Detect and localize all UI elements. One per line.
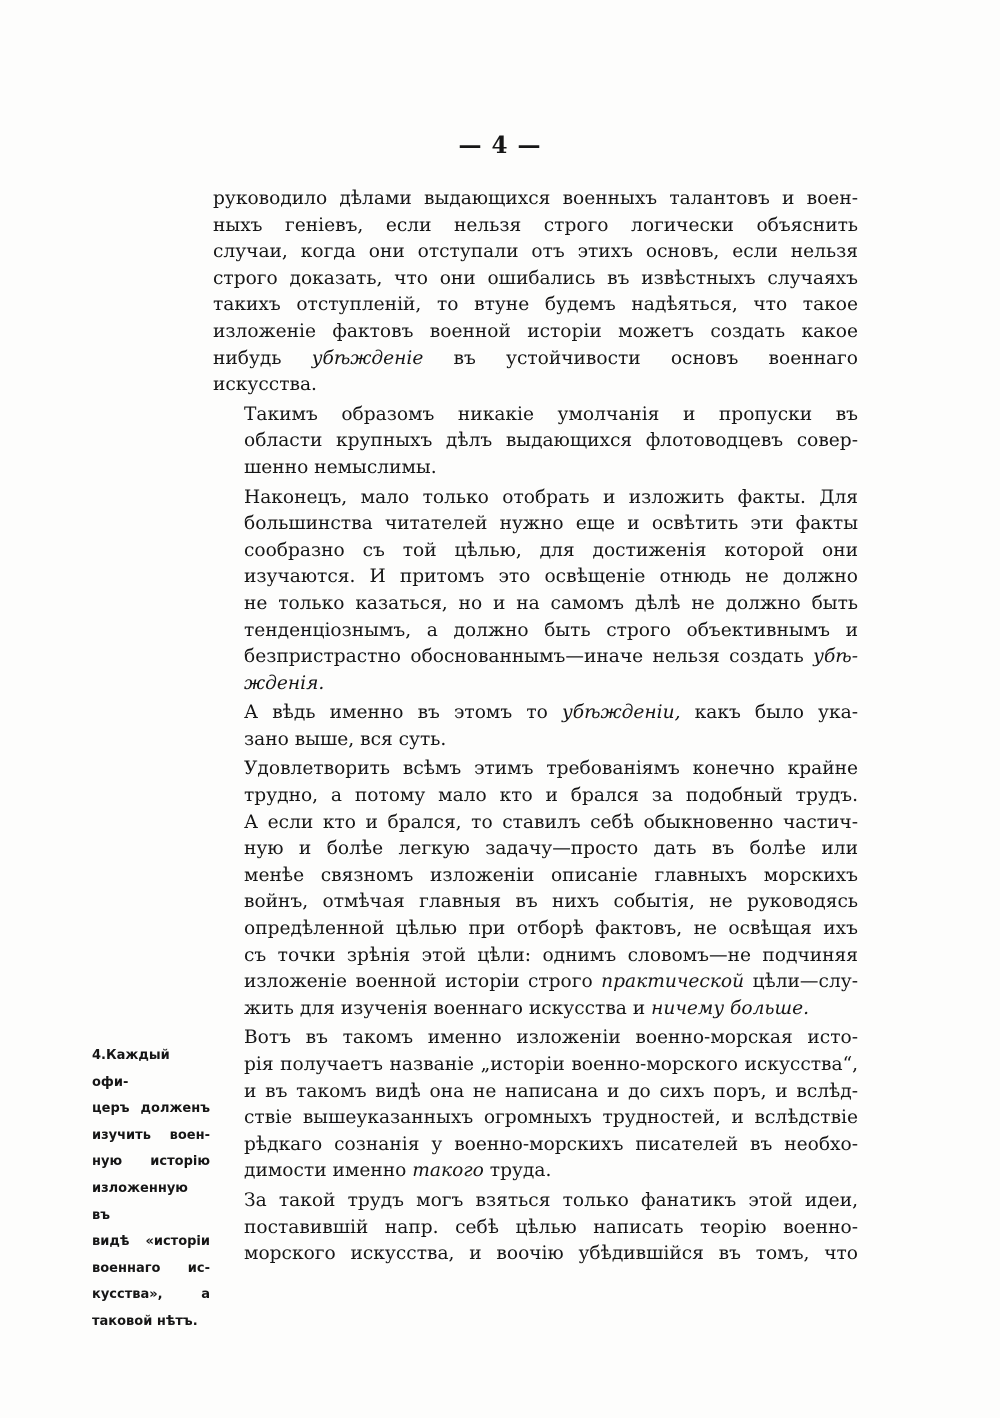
- paragraph-4: [213, 700, 858, 753]
- text-line: ную и болѣе легкую задачу—просто дать въ болѣе или: [244, 838, 858, 860]
- text-fragment: въ устойчивости основъ военнаго: [453, 347, 858, 369]
- text-line: [213, 700, 858, 727]
- text-line: Вотъ въ такомъ именно изложеніи военно-морская исто-: [244, 1027, 858, 1049]
- text-line: Наконецъ, мало только отобрать и изложить факты. Для: [244, 486, 858, 508]
- text-line: трудно, а потому мало кто и брался за подобный трудъ.: [244, 785, 858, 807]
- text-line: Такимъ образомъ никакіе умолчанія и пропуски въ: [244, 403, 858, 425]
- margin-note-line: ную исторію: [92, 1154, 210, 1170]
- margin-note-line: кусства», а: [92, 1287, 210, 1303]
- italic-term: убѣжденіи,: [561, 702, 681, 724]
- italic-term: практической: [601, 971, 745, 993]
- text-line: [213, 671, 858, 698]
- text-fragment: какъ было ука-: [694, 702, 858, 724]
- text-fragment: безпристрастно обоснованнымъ—иначе нельзя создать: [244, 646, 804, 668]
- margin-note-line: таковой нѣтъ.: [92, 1313, 198, 1329]
- text-fragment: жить для изученія военнаго искусства и: [244, 997, 646, 1019]
- text-line: ныхъ геніевъ, если нельзя строго логически объяснить: [213, 214, 858, 236]
- margin-note-line: церъ долженъ: [92, 1101, 210, 1117]
- text-line: войнъ, отмѣчая главныя въ нихъ событія, не руководясь: [244, 891, 858, 913]
- text-line: случаи, когда они отступали отъ этихъ основъ, если нельзя: [213, 241, 858, 263]
- text-fragment: труда.: [489, 1160, 552, 1182]
- margin-note: [92, 1043, 210, 1336]
- text-line: менѣе связномъ изложеніи описаніе главныхъ морскихъ: [244, 864, 858, 886]
- text-line: искусства.: [213, 374, 317, 396]
- margin-note-line: изложенную въ: [92, 1180, 188, 1223]
- text-fragment: димости именно: [244, 1160, 407, 1182]
- text-line: такихъ отступленій, то втуне будемъ надѣяться, что такое: [213, 294, 858, 316]
- text-line: и въ такомъ видѣ она не написана и до сихъ поръ, и вслѣд-: [244, 1080, 858, 1102]
- text-line: области крупныхъ дѣлъ выдающихся флотоводцевъ совер-: [244, 430, 858, 452]
- text-line: не только казаться, но и на самомъ дѣлѣ не должно быть: [244, 592, 858, 614]
- paragraph-7: [213, 1188, 858, 1268]
- text-line: шенно немыслимы.: [244, 456, 437, 478]
- text-line: тенденціознымъ, а должно быть строго объективнымъ и: [244, 619, 858, 641]
- italic-term: убѣжденіе: [311, 347, 424, 369]
- paragraph-3: [213, 485, 858, 698]
- paragraph-2: [213, 402, 858, 482]
- text-line: сообразно съ той цѣлью, для достиженія которой они: [244, 539, 858, 561]
- italic-term: такого: [412, 1160, 484, 1182]
- paragraph-6: [213, 1025, 858, 1185]
- body-text: [213, 186, 858, 1271]
- text-line: изложеніе фактовъ военной исторіи можетъ создать какое: [213, 320, 858, 342]
- text-line: съ точки зрѣнія этой цѣли: однимъ словомъ—не подчиняя: [244, 944, 858, 966]
- italic-term: убѣ-: [813, 646, 858, 668]
- text-line: большинства читателей нужно еще и освѣтить эти факты: [244, 513, 858, 535]
- text-line: морского искусства, и воочію убѣдившійся въ томъ, что: [244, 1243, 858, 1265]
- paragraph-1: [213, 186, 858, 399]
- text-line: рія получаетъ названіе „исторіи военно-морского искусства“,: [244, 1054, 858, 1075]
- text-line: Удовлетворить всѣмъ этимъ требованіямъ конечно крайне: [244, 758, 858, 780]
- text-line: рѣдкаго сознанія у военно-морскихъ писателей въ необхо-: [244, 1133, 858, 1155]
- text-line: [213, 644, 858, 671]
- italic-term: жденія.: [244, 672, 325, 694]
- margin-note-line: 4.Каждый офи-: [92, 1048, 170, 1090]
- text-fragment: изложеніе военной исторіи строго: [244, 971, 593, 993]
- page-number: — 4 —: [458, 132, 542, 159]
- text-fragment: нибудь: [213, 347, 282, 369]
- text-fragment: цѣли—слу-: [752, 971, 858, 993]
- text-fragment: А вѣдь именно въ этомъ то: [244, 702, 548, 724]
- text-line: [213, 996, 858, 1023]
- margin-note-line: видѣ «исторіи: [92, 1234, 210, 1250]
- text-line: опредѣленной цѣлью при отборѣ фактовъ, не освѣщая ихъ: [244, 918, 858, 940]
- text-line: зано выше, вся суть.: [244, 728, 447, 750]
- text-line: строго доказать, что они ошибались въ извѣстныхъ случаяхъ: [213, 267, 858, 289]
- text-line: [213, 346, 858, 373]
- text-line: [213, 969, 858, 996]
- text-line: изучаются. И притомъ это освѣщеніе отнюдь не должно: [244, 566, 858, 588]
- text-line: [213, 1158, 858, 1185]
- paragraph-5: [213, 756, 858, 1022]
- margin-note-line: военнаго ис-: [92, 1260, 210, 1276]
- text-line: ствіе вышеуказанныхъ огромныхъ трудностей, и вслѣдствіе: [244, 1107, 858, 1129]
- text-line: руководило дѣлами выдающихся военныхъ талантовъ и воен-: [213, 188, 858, 209]
- text-line: За такой трудъ могъ взяться только фанатикъ этой идеи,: [244, 1189, 858, 1211]
- margin-note-line: изучить воен-: [92, 1127, 210, 1143]
- text-line: А если кто и брался, то ставилъ себѣ обыкновенно частич-: [244, 811, 858, 833]
- italic-term: ничему больше.: [651, 997, 810, 1019]
- text-line: поставившій напр. себѣ цѣлью написать теорію военно-: [244, 1216, 858, 1238]
